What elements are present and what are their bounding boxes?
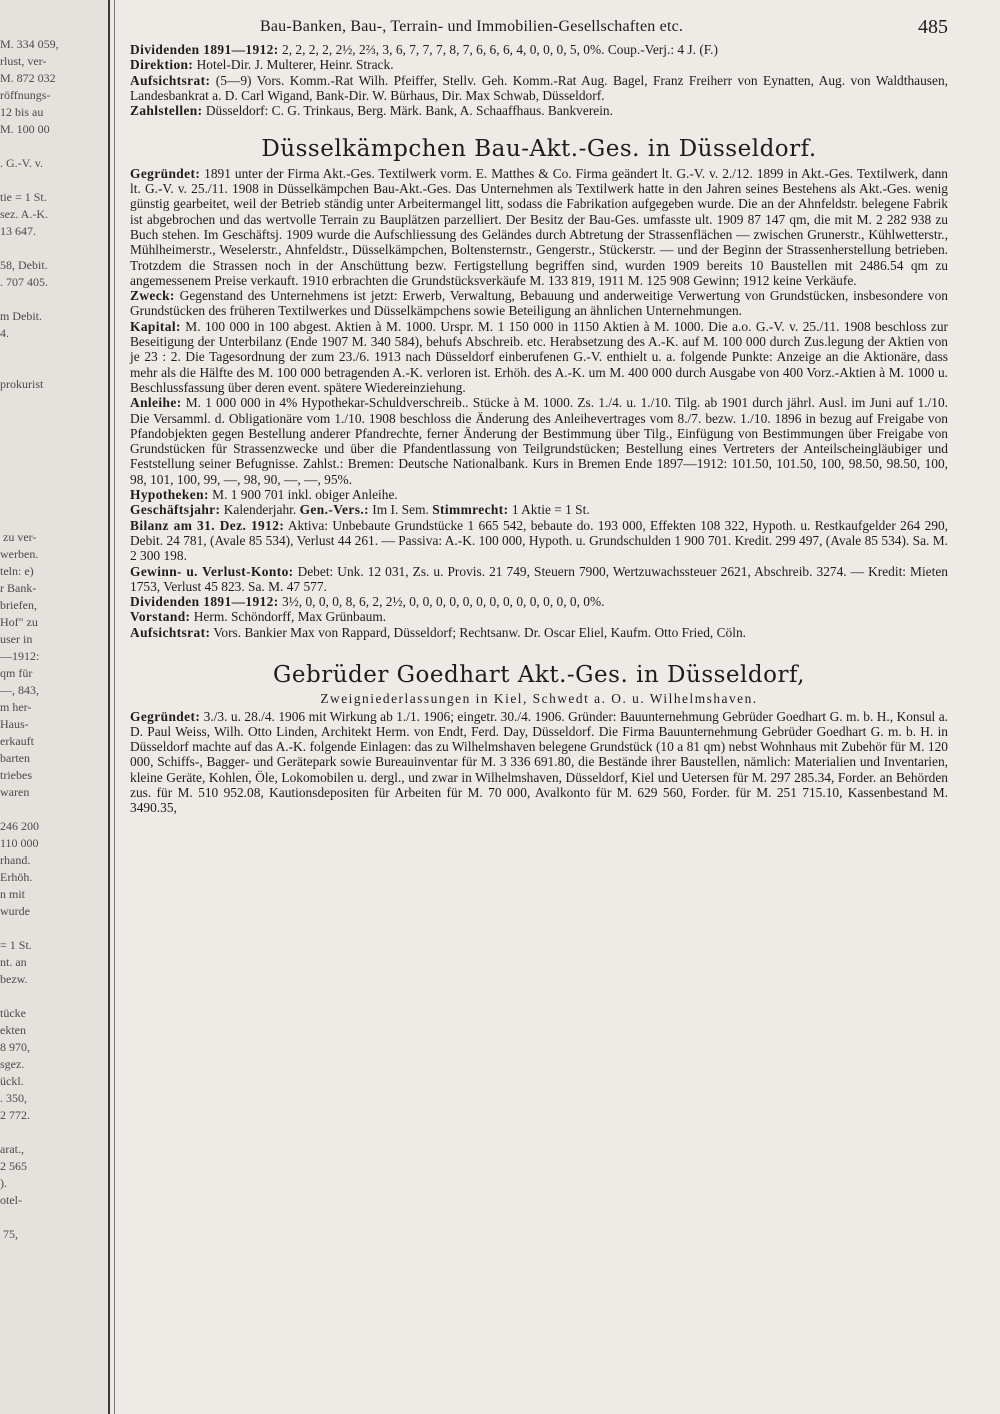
text-stimmrecht: 1 Aktie = 1 St. <box>508 502 590 518</box>
text-vorstand: Herm. Schöndorff, Max Grünbaum. <box>190 609 387 625</box>
label-stimmrecht: Stimmrecht: <box>432 502 509 518</box>
text-dividenden-1: 3½, 0, 0, 0, 8, 6, 2, 2½, 0, 0, 0, 0, 0, 0, 0, 0, 0, 0, 0, 0, 0, 0%. <box>278 594 605 610</box>
entry-dividenden-top <box>130 42 948 57</box>
company-title-duesselkaempchen: Düsselkämpchen Bau-Akt.-Ges. in Düsseldorf. <box>261 136 817 163</box>
label-aufsichtsrat-1: Aufsichtsrat: <box>130 624 211 640</box>
entry-kapital <box>130 319 948 395</box>
entry-zahlstellen <box>130 103 948 118</box>
entry-geschaeftsjahr <box>130 502 948 517</box>
text-anleihe: M. 1 000 000 in 4% Hypothekar-Schuldverschreib.. Stücke à M. 1000. Zs. 1./4. u. 1./10. Tilg. ab 1901 durch jährl. Ausl. im Juni auf 1./10. Die Versamml. d. Obligationäre vom 1./10. 1908 beschloss die Änderung des Anleihevertrages vom 8./7. bezw. 1./10. 1896 in bezug auf Freigabe von Pfandobjekten gegen Bestellung anderer Pfandrechte, ferner Änderung der Bestimmung über Tilg., Einfügung von Bestimmungen über Freigabe von Grundstücken für Strassenzwecke und über die Pfandentlassung von Teilgrundstücken; Bestellung eines Vertreters der Anteilscheingläubiger und Feststellung seiner Befugnisse. Zahlst.: Bremen: Deutsche Nationalbank. Kurs in Bremen Ende 1897—1912: 101.50, 101.50, 100, 98.50, 98.50, 100, 98, 101, 100, 99, —, 98, 90, —, —, 95%. <box>130 395 948 487</box>
label-anleihe: Anleihe: <box>130 395 182 411</box>
entry-bilanz <box>130 518 948 564</box>
entry-anleihe <box>130 395 948 487</box>
text-dividenden: 2, 2, 2, 2, 2½, 2⅔, 3, 6, 7, 7, 7, 8, 7, 6, 6, 6, 4, 0, 0, 0, 5, 0%. Coup.-Verj.: 4 J. (F.) <box>278 42 718 57</box>
running-header <box>130 12 948 42</box>
label-gegruendet-2: Gegründet: <box>130 708 201 724</box>
label-zweck: Zweck: <box>130 288 175 304</box>
entry-dividenden-1 <box>130 594 948 609</box>
left-page-gutter <box>0 0 110 1414</box>
page-fold-line-inner <box>114 0 115 1414</box>
label-dividenden: Dividenden 1891—1912: <box>130 42 279 57</box>
entry-aufsichtsrat-top <box>130 73 948 104</box>
text-gegruendet: 1891 unter der Firma Akt.-Ges. Textilwerk vorm. E. Matthes & Co. Firma geändert lt. G.-V. v. 2./12. 1899 in Akt.-Ges. Textilwerk, dann lt. G.-V. v. 25./11. 1908 in Düsselkämpchen Bau-Akt.-Ges. Das Unternehmen als Textilwerk hatte in den Jahren seines Bestehens als Akt.-Ges. wenig günstig gearbeitet, weil der Betrieb ständig unter Arbeitermangel litt, sodass die Fabrikation aufgegeben wurde. Die an der Ahnfeldstr. belegene Fabrik ist abgebrochen und das wertvolle Terrain zu Bauplätzen parzelliert. Der Besitz der Bau-Ges. umfasste ult. 1909 87 147 qm, die mit M. 2 282 938 zu Buch stehen. Im Geschäftsj. 1909 wurde die Aufschliessung des Geländes durch Abtretung der Strassenflächen — zwischen Grunerstr., Kühlwetterstr., Mühlheimerstr., Weselerstr., Ahnfeldstr., Düsselkämpchen, Boltensternstr., Gengerstr., Stückerstr. — und der Beginn der Strassenherstellung betrieben. Trotzdem die Strassen noch in der Anschüttung bezw. Fertigstellung begriffen sind, wurden 1909 bereits 10 Baustellen mit 2486.54 qm zu angemessenem Preise verkauft. 1910 erbrachten die Grundstücksverkäufe M. 133 819, 1911 M. 125 908 Gewinn; 1912 keine Verkäufe. <box>130 165 948 288</box>
text-bilanz: Aktiva: Unbebaute Grundstücke 1 665 542, bebaute do. 193 000, Effekten 108 322, Hypoth. u. Restkaufgelder 264 290, Debit. 24 781, (Avale 85 534), Verlust 44 261. — Passiva: A.-K. 100 000, Hypoth. u. Grundschulden 1 900 701. Kredit. 299 497, (Avale 85 534). Sa. M. 2 300 198. <box>130 517 948 564</box>
entry-gegruendet-1 <box>130 166 948 288</box>
page-fold-line <box>108 0 110 1414</box>
company-subtitle-goedhart: Zweigniederlassungen in Kiel, Schwedt a. O. u. Wilhelmshaven. <box>320 691 758 707</box>
text-aufsichtsrat: (5—9) Vors. Komm.-Rat Wilh. Pfeiffer, Stellv. Geh. Komm.-Rat Aug. Bagel, Franz Freiherr von Eynatten, Aug. von Waldthausen, Landesbankrat a. D. Carl Wigand, Bank-Dir. W. Bürhaus, Dir. Max Schwab, Düsseldorf. <box>130 72 948 103</box>
page-number: 485 <box>918 16 948 38</box>
gutter-text-fragments: M. 334 059, rlust, ver- M. 872 032 röffnungs- 12 bis au M. 100 00 . G.-V. v. tie = 1 St. sez. A.-K. 13 647. 58, Debit. . 707 405. m Debit. 4. prokurist zu ver- werben. teln: e) r Bank- briefen, Hof" zu user in —1912: qm für —, 843, m her- Haus- erkauft barten triebes waren 246 200 110 000 rhand. Erhöh. n mit wurde = 1 St. nt. an bezw. tücke ekten 8 970, sgez. ückl. . 350, 2 772. arat., 2 565 ). otel- 75, <box>0 37 59 1241</box>
label-genvers: Gen.-Vers.: <box>299 502 369 518</box>
entry-gegruendet-2 <box>130 709 948 816</box>
entry-guv <box>130 564 948 595</box>
label-aufsichtsrat: Aufsichtsrat: <box>130 72 211 88</box>
company-title-goedhart: Gebrüder Goedhart Akt.-Ges. in Düsseldorf, <box>273 661 805 688</box>
entry-hypotheken <box>130 487 948 502</box>
entry-aufsichtsrat-1 <box>130 625 948 640</box>
label-vorstand: Vorstand: <box>130 609 191 625</box>
label-geschaeftsjahr: Geschäftsjahr: <box>130 502 221 518</box>
text-zahlstellen: Düsseldorf: C. G. Trinkaus, Berg. Märk. Bank, A. Schaaffhaus. Bankverein. <box>202 103 613 119</box>
text-hypotheken: M. 1 900 701 inkl. obiger Anleihe. <box>208 487 398 503</box>
text-aufsichtsrat-1: Vors. Bankier Max von Rappard, Düsseldorf; Rechtsanw. Dr. Oscar Eliel, Kaufm. Otto Fried, Cöln. <box>210 624 746 640</box>
text-kapital: M. 100 000 in 100 abgest. Aktien à M. 1000. Urspr. M. 1 150 000 in 1150 Aktien à M. 1000. Die a.o. G.-V. v. 25./11. 1908 beschloss zur Beseitigung der Unterbilanz (Ende 1907 M. 340 584), behufs Abschreib. etc. Herabsetzung des A.-K. auf M. 100 000 durch Zus.legung der Aktien von je 23 : 2. Die Tagesordnung der zum 23./6. 1913 nach Düsseldorf einberufenen G.-V. enthielt u. a. folgende Punkte: Anzeige an die Aktionäre, dass mehr als die Hälfte des M. 100 000 betragenden A.-K. verloren ist. Erhöh. des A.-K. um M. 400 000 durch Ausgabe von 400 Vorz.-Aktien à M. 1000 u. Beschlussfassung über deren event. spätere Wiedereinziehung. <box>130 318 948 395</box>
text-gegruendet-2: 3./3. u. 28./4. 1906 mit Wirkung ab 1./1. 1906; eingetr. 30./4. 1906. Gründer: Bauunternehmung Gebrüder Goedhart G. m. b. H., Konsul a. D. Paul Weiss, Wilh. Otto Linden, Architekt Herm. von Endt, Ferd. Day, Düsseldorf. Die Firma Bauunternehmung Gebrüder Goedhart G. m. b. H. in Düsseldorf machte auf das A.-K. folgende Einlagen: das zu Wilhelmshaven belegene Grundstück (10 a 81 qm) nebst Wohnhaus mit Zubehör für M. 120 000, Schiffs-, Bagger- und Gerätepark sowie Bureauinventar für M. 3 336 691.80, die Bestände ihrer Baustellen, nämlich: Materialien und Inventarien, kleine Geräte, Kohlen, Öle, Lokomobilen u. dergl., und zwar in Wilhelmshaven, Düsseldorf, Kiel und Uetersen für M. 297 285.34, Forder. an Behörden zus. für M. 510 952.08, Kautionsdepositen für Arbeiten für M. 70 000, Avalkonto für M. 629 560, Forder. für M. 251 715.10, Kassenbestand M. 3490.35, <box>130 708 948 816</box>
label-dividenden-1: Dividenden 1891—1912: <box>130 594 279 610</box>
text-zweck: Gegenstand des Unternehmens ist jetzt: Erwerb, Verwaltung, Bebauung und anderweitige Verwertung von Grundstücken, insbesondere von Grundstücken des früheren Textilwerkes und Düsselkämpchens sowie Beteiligung an ähnlichen Unternehmungen. <box>130 288 948 319</box>
label-bilanz: Bilanz am 31. Dez. 1912: <box>130 517 285 533</box>
entry-vorstand <box>130 609 948 624</box>
running-title: Bau-Banken, Bau-, Terrain- und Immobilien-Gesellschaften etc. <box>260 18 684 35</box>
label-kapital: Kapital: <box>130 318 181 334</box>
label-gegruendet: Gegründet: <box>130 165 201 181</box>
text-guv: Debet: Unk. 12 031, Zs. u. Provis. 21 749, Steuern 7900, Wertzuwachssteuer 2621, Abschreib. 3274. — Kredit: Mieten 1753, Verlust 45 823. Sa. M. 47 577. <box>130 563 948 594</box>
page-body <box>130 42 948 816</box>
text-direktion: Hotel-Dir. J. Multerer, Heinr. Strack. <box>193 57 394 73</box>
text-genvers: Im I. Sem. <box>368 502 433 518</box>
label-hypotheken: Hypotheken: <box>130 487 209 503</box>
label-direktion: Direktion: <box>130 57 194 73</box>
label-guv: Gewinn- u. Verlust-Konto: <box>130 563 294 579</box>
entry-zweck <box>130 288 948 319</box>
text-geschaeftsjahr: Kalenderjahr. <box>220 502 300 518</box>
entry-direktion <box>130 57 948 72</box>
label-zahlstellen: Zahlstellen: <box>130 103 203 119</box>
